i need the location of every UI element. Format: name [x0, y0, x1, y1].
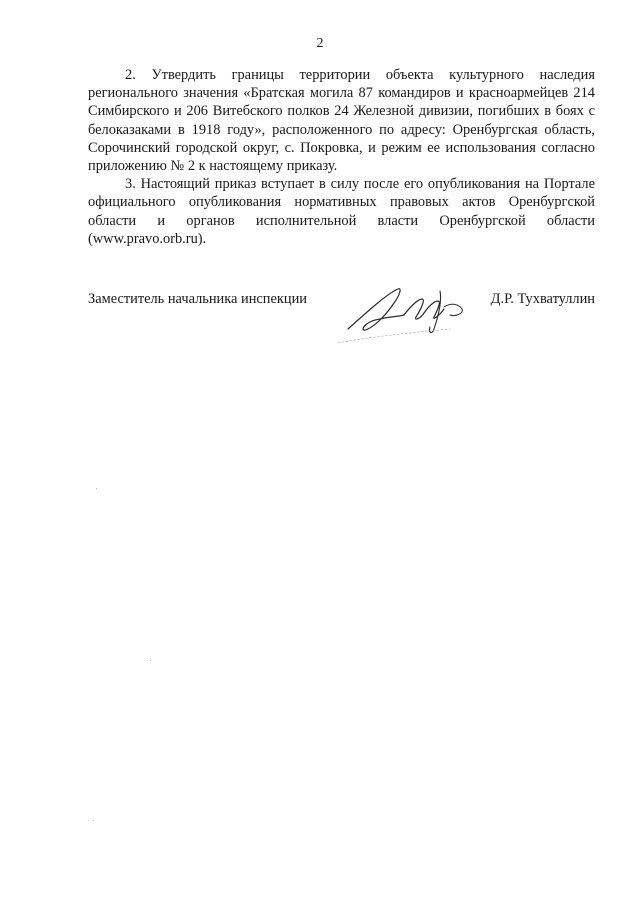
handwritten-signature: [338, 281, 478, 356]
paragraph-2-boundaries: 2. Утвердить границы территории объекта культурного наследия регионального значения «Братская могила 87 командиров и красноармейцев 214 Симбирского и 206 Витебского полков 24 Железной дивизии, погибших в боях с белоказаками в 1918 году», расположенного по адресу: Оренбургская область, Сорочинский городской округ, с. Покровка, и режим ее использования согласно приложению № 2 к настоящему приказу.: [88, 67, 595, 175]
signatory-name: Д.Р. Тухватуллин: [490, 291, 595, 307]
scan-speck: [96, 488, 97, 489]
signature-block: [88, 281, 595, 361]
scan-speck: [150, 660, 151, 661]
signatory-position: Заместитель начальника инспекции: [88, 291, 307, 307]
paragraph-3-effective-date: 3. Настоящий приказ вступает в силу после его опубликования на Портале официального опубликования нормативных правовых актов Оренбургской области и органов исполнительной власти Оренбургской области (www.pravo.orb.ru).: [88, 176, 595, 247]
scan-speck: [93, 820, 94, 821]
page-number: 2: [316, 36, 324, 51]
document-body: [88, 66, 595, 248]
